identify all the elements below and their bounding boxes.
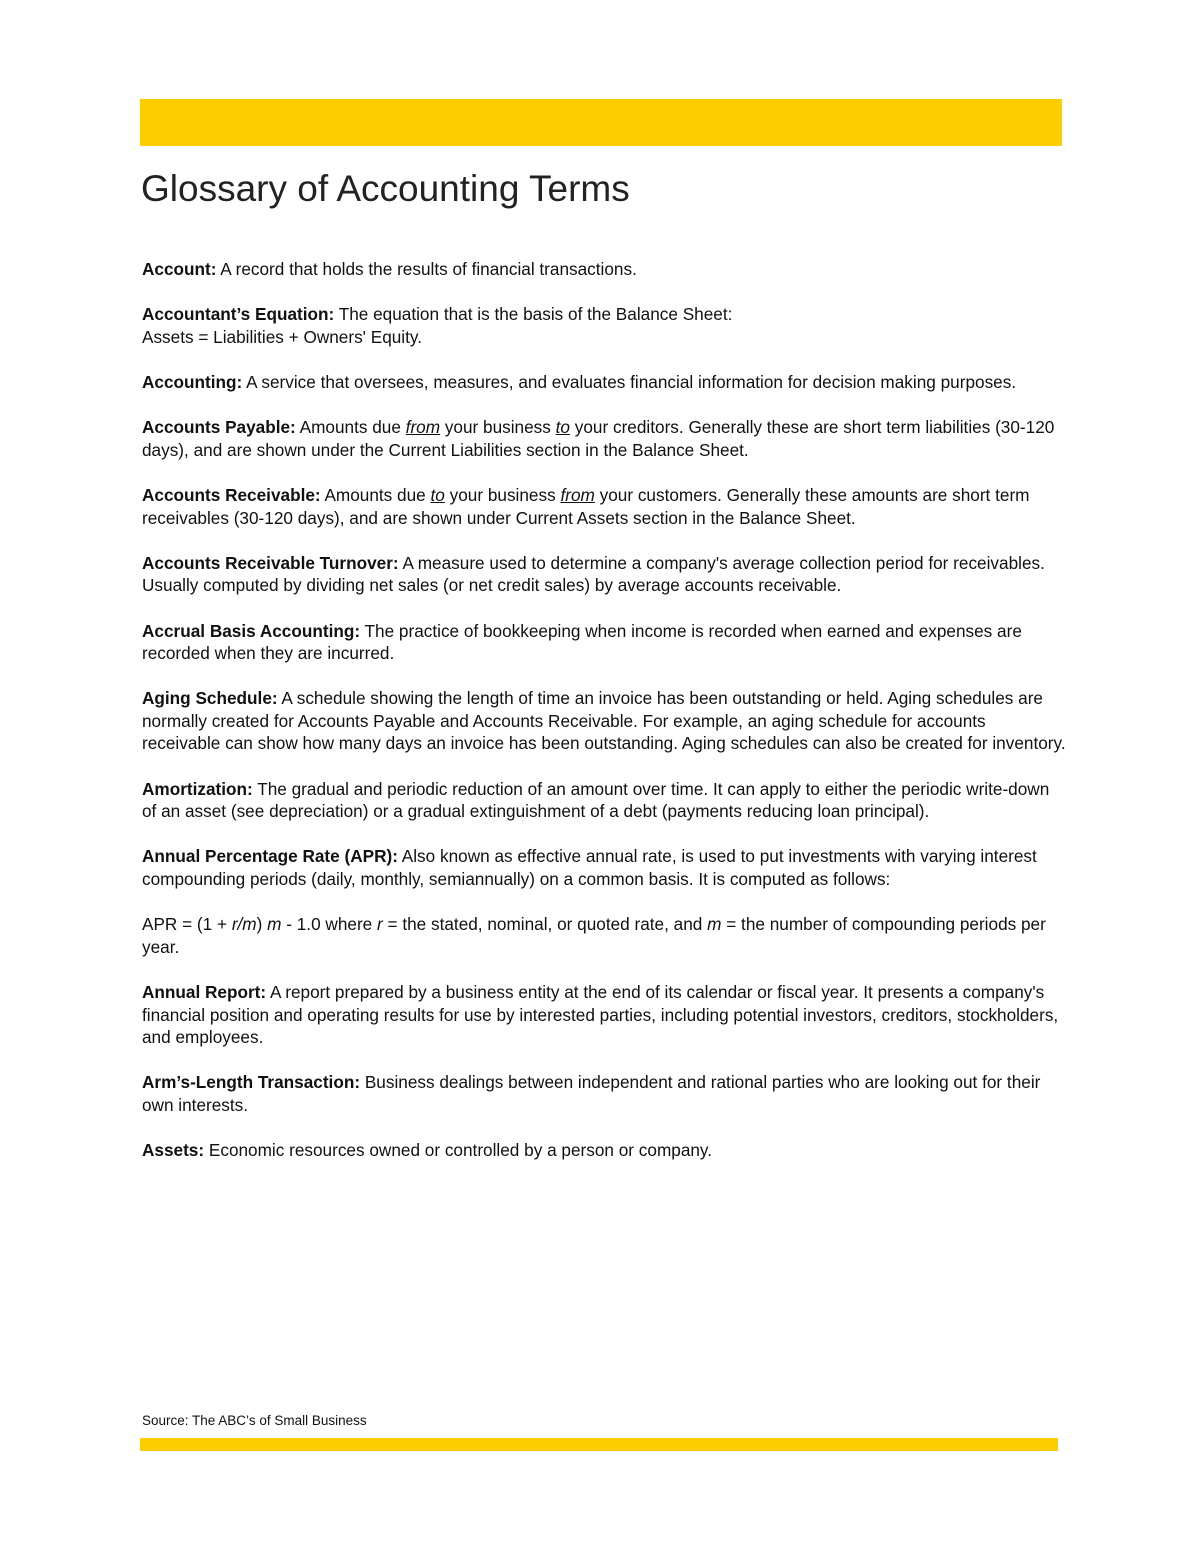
entry-term: Accounts Receivable Turnover: <box>142 552 399 573</box>
formula-text: = the number of compounding periods per year. <box>142 914 1046 957</box>
formula-text: APR = (1 + <box>142 914 232 935</box>
entry-term: Amortization: <box>142 778 253 799</box>
source-citation: Source: The ABC’s of Small Business <box>142 1413 367 1428</box>
formula-text: = the stated, nominal, or quoted rate, and <box>382 914 708 935</box>
entry-definition: A record that holds the results of financial transactions. <box>216 259 637 279</box>
entry-definition-part: Amounts due <box>295 417 406 438</box>
entry-term: Account: <box>142 259 217 279</box>
formula-variable: r/m <box>231 914 257 935</box>
glossary-entry-accounts-receivable <box>142 484 1067 529</box>
glossary-entry-apr <box>142 845 1067 890</box>
entry-term: Accounts Receivable: <box>142 484 321 505</box>
entry-term: Arm’s-Length Transaction: <box>142 1072 361 1093</box>
bottom-accent-bar <box>140 1438 1058 1451</box>
entry-definition: A service that oversees, measures, and evaluates financial information for decision making purposes. <box>242 371 1017 392</box>
glossary-entry-accrual-basis-accounting <box>142 620 1067 665</box>
glossary-entry-amortization <box>142 778 1067 823</box>
glossary-entry-aging-schedule <box>142 687 1067 755</box>
entry-definition-part: your business <box>444 484 561 505</box>
entry-definition-part: your customers. Generally these amounts are short term receivables (30-120 days), and are shown under Current Assets section in the Balance Sheet. <box>142 484 1030 528</box>
glossary-entry-arms-length-transaction <box>142 1071 1067 1116</box>
formula-text: ) <box>256 914 268 935</box>
entry-equation-line: Assets = Liabilities + Owners' Equity. <box>142 326 422 347</box>
glossary-entry-assets <box>142 1139 1067 1162</box>
formula-variable: m <box>707 914 722 935</box>
entry-emphasis: to <box>430 484 445 505</box>
formula-text: - 1.0 where <box>281 914 377 935</box>
entry-definition: The gradual and periodic reduction of an amount over time. It can apply to either the periodic write-down of an asset (see depreciation) or a gradual extinguishment of a debt (payments reducing loan principal). <box>142 778 1050 822</box>
entry-definition: Also known as effective annual rate, is used to put investments with varying interest compounding periods (daily, monthly, semiannually) on a common basis. It is computed as follows: <box>142 846 1037 890</box>
entry-term: Accrual Basis Accounting: <box>142 620 361 641</box>
entry-definition: The practice of bookkeeping when income is recorded when earned and expenses are recorded when they are incurred. <box>142 620 1022 664</box>
entry-emphasis: from <box>405 417 441 438</box>
entry-definition: The equation that is the basis of the Balance Sheet: <box>334 304 733 325</box>
glossary-entry-accountants-equation <box>142 303 1067 348</box>
entry-emphasis: to <box>555 417 570 438</box>
entry-term: Annual Percentage Rate (APR): <box>142 846 398 867</box>
formula-variable: r <box>377 914 383 935</box>
entry-term: Annual Report: <box>142 982 267 1002</box>
page-title: Glossary of Accounting Terms <box>141 168 630 209</box>
entry-term: Accounting: <box>142 371 243 392</box>
entry-definition: Economic resources owned or controlled by a person or company. <box>204 1140 713 1161</box>
entry-term: Assets: <box>142 1140 205 1161</box>
apr-formula <box>142 913 1067 958</box>
entry-definition: Business dealings between independent and rational parties who are looking out for their own interests. <box>142 1072 1041 1115</box>
entry-term: Accounts Payable: <box>142 417 296 438</box>
entry-definition: A report prepared by a business entity at the end of its calendar or fiscal year. It presents a company's financial position and operating results for use by interested parties, including potential investors, creditors, stockholders, and employees. <box>142 982 1059 1048</box>
top-accent-bar <box>140 99 1062 146</box>
glossary-entry-account <box>142 258 1067 281</box>
entry-definition: A schedule showing the length of time an invoice has been outstanding or held. Aging schedules are normally created for Accounts Payable and Accounts Receivable. For example, an aging schedule for accounts receivable can show how many days an invoice has been outstanding. Aging schedules can also be created for inventory. <box>142 688 1066 754</box>
entry-definition-part: your creditors. Generally these are short term liabilities (30-120 days), and are shown under the Current Liabilities section in the Balance Sheet. <box>142 417 1055 460</box>
glossary-entry-accounting <box>142 371 1067 394</box>
entry-definition-part: Amounts due <box>320 484 431 505</box>
glossary-list <box>142 258 1067 1184</box>
formula-variable: m <box>267 914 282 935</box>
glossary-entry-accounts-payable <box>142 416 1067 461</box>
entry-definition: A measure used to determine a company's average collection period for receivables. Usually computed by dividing net sales (or net credit sales) by average accounts receivable. <box>142 552 1045 596</box>
entry-emphasis: from <box>560 484 595 505</box>
glossary-entry-annual-report <box>142 981 1067 1049</box>
entry-definition-part: your business <box>440 417 556 438</box>
glossary-entry-accounts-receivable-turnover <box>142 552 1067 597</box>
entry-term: Aging Schedule: <box>142 688 278 709</box>
entry-term: Accountant’s Equation: <box>142 304 335 325</box>
